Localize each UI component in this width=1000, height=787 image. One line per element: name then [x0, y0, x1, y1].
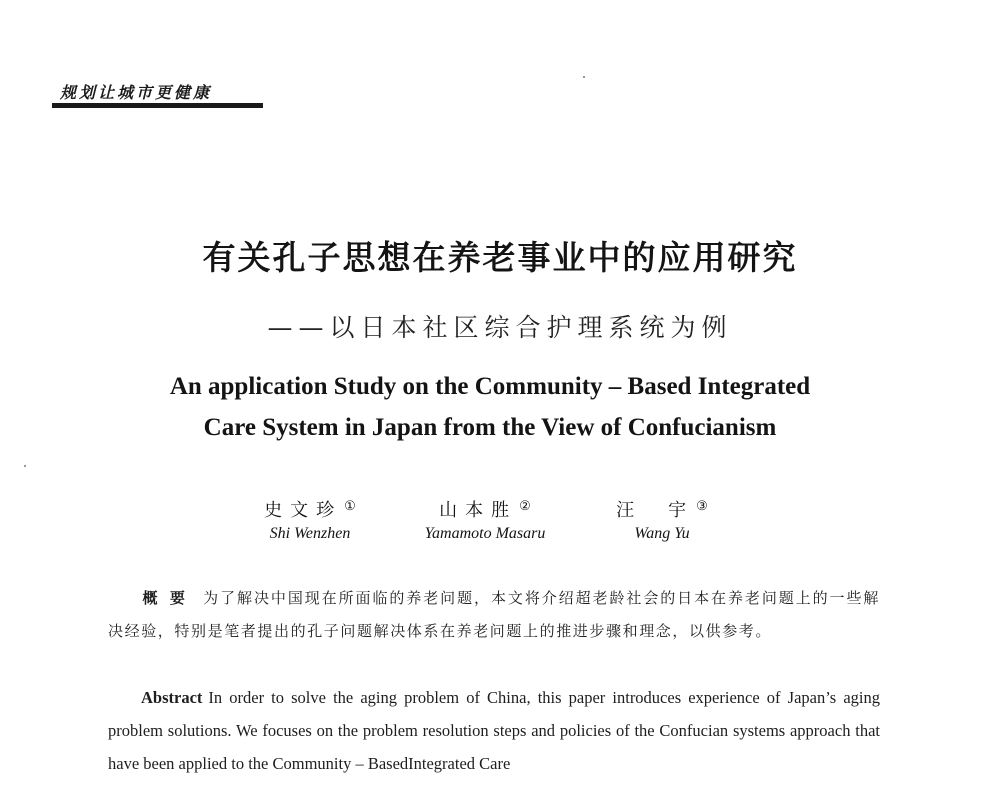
author-name-en: Yamamoto Masaru [424, 525, 546, 542]
abstract-en-text: In order to solve the aging problem of China, this paper introduces experience of Japan’s aging problem solutions. We focuses on the problem resolution steps and policies of the Confucian systems approach that have been applied to the Community – BasedIntegrated Care [108, 688, 880, 773]
author-footnote-mark: ① [344, 499, 356, 514]
abstract-en [108, 681, 880, 780]
scan-speck [24, 465, 26, 467]
column-label: 规划让城市更健康 [60, 83, 213, 102]
abstract-cn [108, 582, 880, 648]
abstract-en-label: Abstract [141, 688, 203, 707]
author-name-cn: 汪 宇 [616, 500, 695, 521]
scan-speck [583, 76, 585, 78]
article-subtitle-cn: ——以日本社区综合护理系统为例 [267, 313, 733, 342]
author-name-cn: 山本胜 [439, 500, 518, 521]
author-name-en: Wang Yu [634, 525, 690, 542]
author-name-en: Shi Wenzhen [269, 525, 351, 542]
article-title-en-line1: An application Study on the Community – Based Integrated [169, 373, 811, 400]
abstract-cn-label: 概要 [142, 589, 198, 607]
article-title-cn: 有关孔子思想在养老事业中的应用研究 [202, 238, 798, 277]
article-title-en-line2: Care System in Japan from the View of Confucianism [203, 414, 777, 441]
author-1 [245, 496, 375, 543]
header-rule [52, 103, 263, 108]
abstract-cn-text: 为了解决中国现在所面临的养老问题，本文将介绍超老龄社会的日本在养老问题上的一些解决经验，特别是笔者提出的孔子问题解决体系在养老问题上的推进步骤和理念，以供参考。 [108, 589, 880, 640]
author-footnote-mark: ② [519, 499, 531, 514]
author-3 [597, 496, 727, 543]
author-name-cn: 史文珍 [264, 500, 343, 521]
author-2 [405, 496, 565, 543]
author-footnote-mark: ③ [696, 499, 708, 514]
